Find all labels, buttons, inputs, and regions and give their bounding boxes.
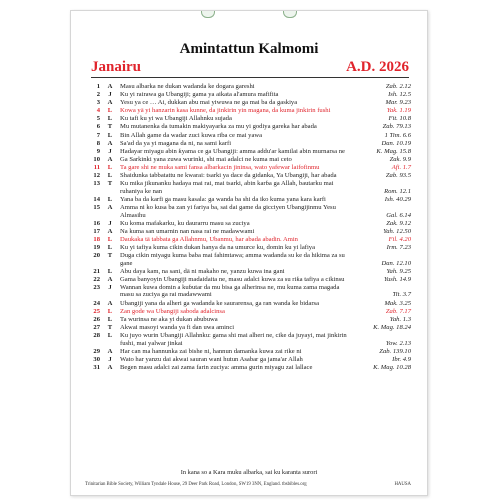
entry-reference: Yow. 2.13 (385, 339, 411, 347)
verse-entry (85, 220, 411, 228)
entry-weekday: A (107, 227, 113, 235)
entry-verse-text: Kowa yā yi hanzarin kasa kunne, da jinkirin yin magana, da kuma jinkirin fushi (120, 107, 331, 115)
entry-reference: Dan. 10.19 (381, 139, 411, 147)
entry-verse-text: Ku yi rairawa ga Ubangiji; gama ya aikata al'amura mafifita (120, 91, 279, 99)
verse-entry (85, 107, 411, 115)
entry-reference: Zak. 9.9 (389, 155, 411, 163)
entry-reference: Dan. 12.10 (381, 259, 411, 267)
verse-entry (85, 332, 411, 347)
entry-reference: Yak. 1.19 (386, 107, 411, 115)
entry-weekday: A (107, 299, 113, 307)
entry-date-number: 29 (93, 347, 100, 355)
entry-reference: Yah. 12.50 (383, 227, 411, 235)
entry-weekday: L (107, 243, 113, 251)
verse-entry (85, 196, 411, 204)
publisher-info: Trinitarian Bible Society, William Tyndale House, 29 Deer Park Road, London, SW19 3NN, England. tbsbibles.org (85, 482, 307, 487)
entry-verse-text: Ta wurinsa ne aka yi dukan abubuwa (120, 315, 218, 323)
entry-verse-text: Ku yi tafiya kuma cikin dukan hanya da na umurce ku, domin ku yi lafiya (120, 243, 316, 251)
entry-reference: Zab. 79.13 (382, 123, 411, 131)
entry-date-number: 26 (93, 315, 100, 323)
entry-date-number: 20 (93, 251, 100, 259)
entry-weekday: J (108, 283, 112, 291)
verse-entry (85, 356, 411, 364)
verse-entry (85, 324, 411, 332)
entry-verse-text: Akwai masoyi wanda ya fi dan uwa aminci (120, 323, 235, 331)
entry-weekday: L (107, 235, 113, 243)
entry-weekday: J (108, 91, 112, 99)
entry-verse-text: Yana ba da karfi ga masu kasala: ga wanda ba shi da iko kuma yana kara karfi (120, 195, 326, 203)
entry-reference: Fit. 10.8 (388, 115, 411, 123)
verse-entry (85, 348, 411, 356)
entry-reference: Gal. 6.14 (386, 211, 411, 219)
verse-entry (85, 236, 411, 244)
footer-note: In kana so a Kara muku albarka, sai ku karanta surori (180, 469, 318, 476)
verse-entry (85, 140, 411, 148)
entry-verse-text: Har can ma hannunka zai bishe ni, hannun damanka kuwa zai rike ni (120, 347, 302, 355)
entry-date-number: 17 (93, 227, 100, 235)
entry-date-number: 7 (96, 131, 100, 139)
entry-reference: Ish. 12.5 (388, 91, 411, 99)
entry-verse-text: Wato har yanzu dai akwai sauran wani hutun Asabar ga jama'ar Allah (120, 355, 303, 363)
verse-entry (85, 276, 411, 284)
entry-reference: 1 Tim. 6.6 (384, 131, 411, 139)
verse-entry (85, 252, 411, 267)
year-label: A.D. 2026 (346, 59, 409, 75)
entry-weekday: L (107, 115, 113, 123)
verse-entry (85, 316, 411, 324)
entry-verse-text: Zan gode wa Ubangiji saboda adalcinsa (120, 307, 225, 315)
verse-entry (85, 148, 411, 156)
entry-weekday: J (108, 355, 112, 363)
entry-weekday: L (107, 315, 113, 323)
month-label: Janairu (91, 59, 142, 75)
entry-weekday: L (107, 172, 113, 180)
entry-verse-text: Ga Sarkinki yana zuwa wurinki, shi mai adalci ne kuma mai ceto (120, 155, 292, 163)
entry-date-number: 19 (93, 243, 100, 251)
entry-date-number: 3 (96, 99, 100, 107)
verse-entry (85, 244, 411, 252)
verse-entry (85, 156, 411, 164)
entry-verse-text: Hadayar miyagu abin ƙyama ce ga Ubangiji: amma addu'ar kamilai abin murnarsa ne (120, 147, 345, 155)
verse-entry (85, 300, 411, 308)
entry-verse-text: Abu daya kam, na sani, dā ni makaho ne, yanzu kuwa ina gani (120, 267, 285, 275)
entry-weekday: L (107, 195, 113, 203)
verse-entry (85, 91, 411, 99)
entry-date-number: 27 (93, 323, 100, 331)
entry-weekday: L (107, 267, 113, 275)
entry-reference: K. Mag. 15.8 (376, 147, 411, 155)
entry-verse-text: Yesu ya ce … Ai, dukkan abu mai yiwuwa ne ga mai ba da gaskiya (120, 99, 298, 107)
entry-date-number: 23 (93, 283, 100, 291)
language-code: HAUSA (394, 482, 411, 487)
verse-list (85, 83, 411, 372)
entry-reference: Yah. 9.25 (386, 267, 411, 275)
entry-verse-text: Duga cikin miyagu kuma baba mai fahimtawa; amma wadanda su ke da hikima za su gane (120, 251, 345, 267)
entry-date-number: 13 (93, 180, 100, 188)
entry-date-number: 24 (93, 299, 100, 307)
entry-weekday: A (107, 347, 113, 355)
entry-date-number: 16 (93, 219, 100, 227)
entry-weekday: L (107, 163, 113, 171)
entry-weekday: A (107, 203, 113, 211)
entry-weekday: J (108, 219, 112, 227)
entry-verse-text: Mu mutanenka da tumakin makiyayarka za mu yi godiya gareka har abada (120, 123, 317, 131)
entry-weekday: T (107, 180, 113, 188)
entry-verse-text: Ku juyo wurin Ubangiji Allahnku: gama shi mai alheri ne, cike da juyayi, mai jinkirin fushi, mai yalwar jinkai (120, 331, 347, 347)
entry-reference: Tit. 3.7 (392, 291, 411, 299)
verse-entry (85, 268, 411, 276)
entry-verse-text: Ta gare shi ne muka sami fansa albarkacin jininsa, wato yafewar laifofinmu (120, 163, 320, 171)
entry-date-number: 10 (93, 155, 100, 163)
header-divider (91, 77, 409, 78)
verse-entry (85, 115, 411, 123)
entry-date-number: 8 (96, 139, 100, 147)
entry-date-number: 15 (93, 203, 100, 211)
entry-verse-text: Masu albarka ne dukan wadanda ke dogara gareshi (120, 83, 255, 90)
entry-date-number: 25 (93, 307, 100, 315)
entry-reference: Zab. 139.10 (379, 347, 411, 355)
verse-entry (85, 99, 411, 107)
entry-verse-text: Sa'ad da ya yi magana da ni, na sami karfi (120, 139, 232, 147)
entry-weekday: L (107, 107, 113, 115)
entry-weekday: A (107, 139, 113, 147)
entry-date-number: 6 (96, 123, 100, 131)
publisher-line (85, 482, 411, 487)
entry-reference: Zak. 9.12 (386, 219, 411, 227)
verse-entry (85, 83, 411, 91)
entry-verse-text: Ku mika jikunanku hadaya mai rai, mai tsarki, abin karɓa ga Allah, bautarku mai ruhaniya ke nan (120, 180, 334, 195)
entry-weekday: T (107, 123, 113, 131)
verse-entry (85, 204, 411, 219)
entry-weekday: A (107, 99, 113, 107)
verse-entry (85, 180, 411, 195)
verse-entry (85, 132, 411, 140)
page-title: Amintattun Kalmomi (179, 41, 319, 57)
entry-weekday: J (108, 147, 112, 155)
entry-verse-text: Na kuma san umarnin nan nasa rai ne madawwami (120, 227, 255, 235)
entry-weekday: L (107, 131, 113, 139)
entry-reference: Mar. 9.23 (385, 99, 411, 107)
entry-verse-text: Begen masu adalci zai zama farin zuciya: amma gurin miyagu zai lallace (120, 363, 313, 371)
entry-verse-text: Ku koma mafakarku, ku daurarru masu sa zuciya (120, 219, 250, 227)
entry-reference: Zab. 93.5 (385, 172, 411, 180)
entry-date-number: 2 (96, 91, 100, 99)
entry-verse-text: Ku tafi ku yi wa Ubangiji Allahnku sujada (120, 115, 232, 123)
entry-weekday: L (107, 307, 113, 315)
entry-reference: Zab. 2.12 (385, 83, 411, 90)
binder-ring (201, 11, 215, 18)
entry-weekday: T (107, 323, 113, 331)
entry-verse-text: Gama banyoyin Ubangiji madaidaita ne, masu adalci kuwa za su riƙa tafiya a cikinsu (120, 275, 345, 283)
verse-entry (85, 172, 411, 180)
entry-date-number: 9 (96, 147, 100, 155)
verse-entry (85, 123, 411, 131)
entry-date-number: 12 (93, 172, 100, 180)
calendar-page (70, 10, 428, 496)
entry-verse-text: Wannan kuwa domin a kuɓutar da mu bisa ga alherinsa ne, mu kuma zama magada masu sa zuciya ga rai madawwami (120, 283, 340, 299)
verse-entry (85, 284, 411, 299)
entry-date-number: 22 (93, 275, 100, 283)
entry-date-number: 11 (93, 163, 100, 171)
entry-reference: Mak. 3.25 (384, 299, 411, 307)
entry-verse-text: Bin Allah game da wadar zuci kuwa riba ce mai yawa (120, 131, 263, 139)
binder-rings (71, 11, 427, 17)
entry-weekday: A (107, 363, 113, 371)
verse-entry (85, 308, 411, 316)
verse-entry (85, 228, 411, 236)
entry-date-number: 5 (96, 115, 100, 123)
entry-date-number: 31 (93, 363, 100, 371)
entry-date-number: 14 (93, 195, 100, 203)
entry-date-number: 21 (93, 267, 100, 275)
entry-reference: Rom. 12.1 (384, 187, 411, 195)
entry-date-number: 28 (93, 331, 100, 339)
entry-reference: K. Mag. 10.28 (373, 363, 411, 371)
binder-ring (283, 11, 297, 18)
entry-verse-text: Daukaka tā tabbata ga Allahnmu, Ubanmu, har abada abadin. Amin (120, 235, 298, 243)
entry-weekday: L (107, 331, 113, 339)
entry-date-number: 1 (96, 83, 100, 90)
entry-date-number: 30 (93, 355, 100, 363)
entry-weekday: A (107, 83, 113, 90)
entry-reference: Zab. 7.17 (385, 307, 411, 315)
entry-reference: Yah. 1.3 (389, 315, 411, 323)
entry-reference: Yush. 14.9 (383, 275, 411, 283)
entry-weekday: A (107, 155, 113, 163)
entry-verse-text: Ubangiji yana da alheri ga wadanda ke saurarensa, ga ran wanda ke bidarsa (120, 299, 320, 307)
verse-entry (85, 364, 411, 372)
entry-weekday: T (107, 251, 113, 259)
entry-reference: Ibr. 4.9 (392, 355, 411, 363)
entry-weekday: A (107, 275, 113, 283)
entry-verse-text: Amma ni ko kusa ba zan yi fariya ba, sai dai game da gicciyen Ubangijinmu Yesu Almasihu (120, 203, 336, 219)
entry-reference: Fil. 4.20 (388, 235, 411, 243)
entry-reference: K. Mag. 18.24 (373, 323, 411, 331)
verse-entry (85, 164, 411, 172)
entry-date-number: 18 (93, 235, 100, 243)
entry-verse-text: Shaidunka tabbatattu ne kwarai: tsarki ya dace da gidanka, Ya Ubangiji, har abada (120, 172, 337, 180)
entry-reference: Afi. 1.7 (391, 163, 411, 171)
entry-reference: Irm. 7.23 (386, 243, 411, 251)
entry-date-number: 4 (96, 107, 100, 115)
entry-reference: Ish. 40.29 (384, 195, 411, 203)
